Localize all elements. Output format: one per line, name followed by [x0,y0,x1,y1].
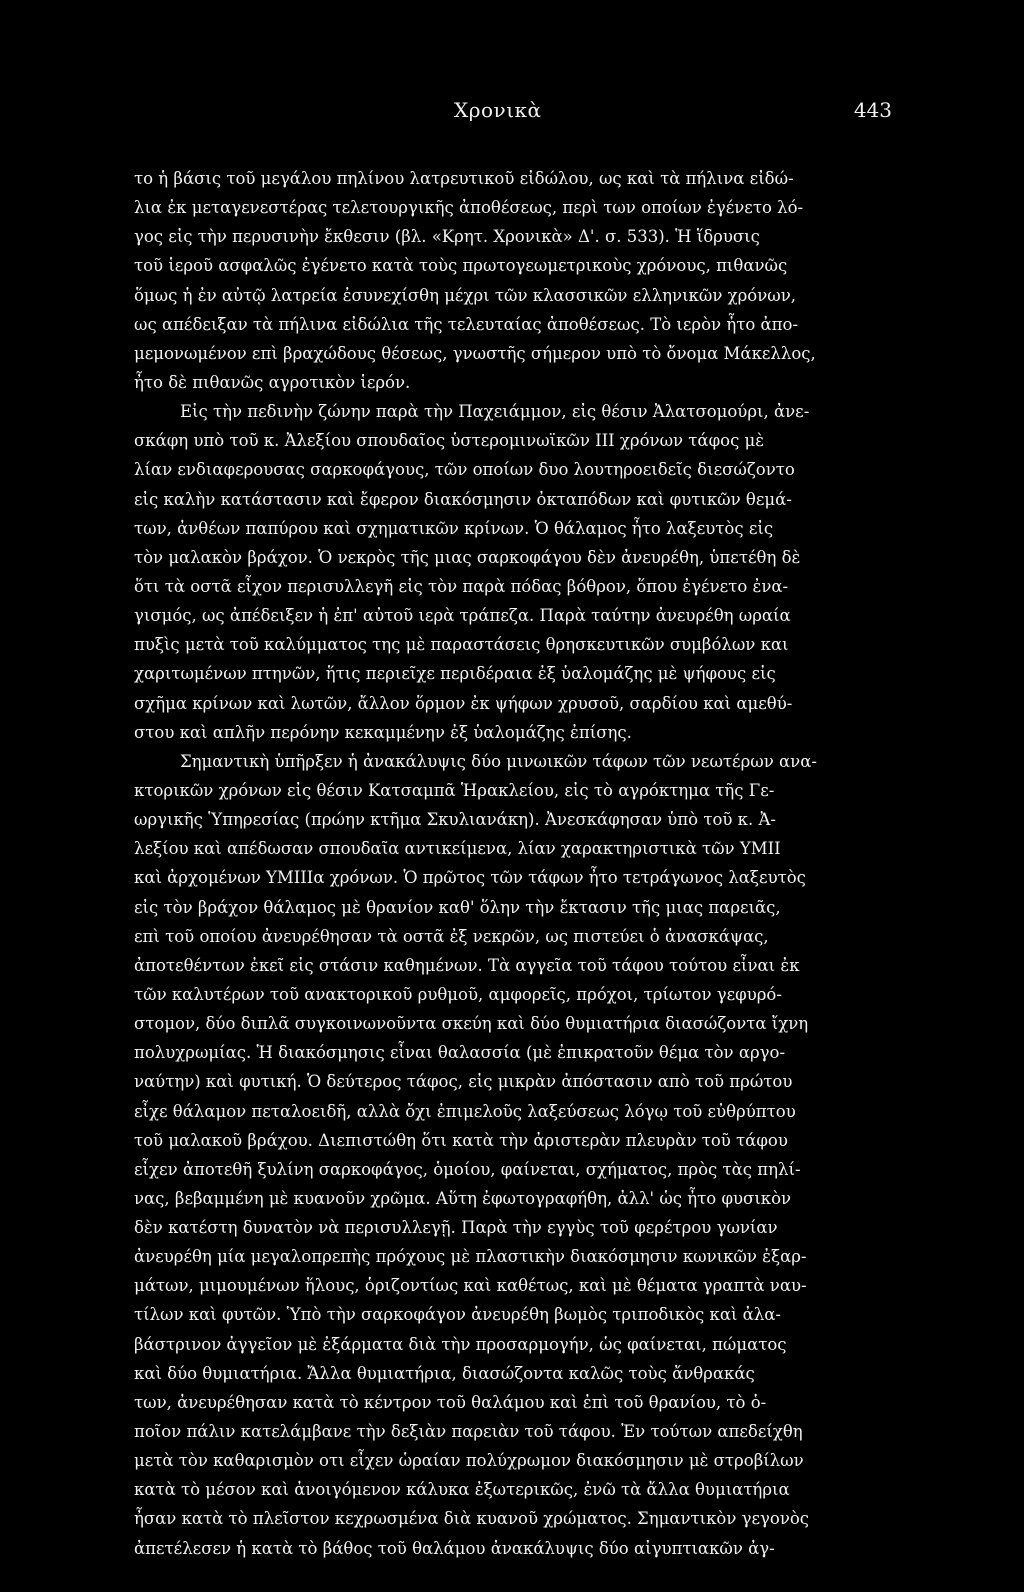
text-line: ως απέδειξαν τὰ πήλινα εἰδώλια τῆς τελευταίας ἀποθέσεως. Τὸ ιερὸν ἦτο ἀπο- [134,314,799,334]
text-line: σκάφη υπὸ τοῦ κ. Ἀλεξίου σπουδαῖος ὑστερομινωϊκῶν ΙΙΙ χρόνων τάφος μὲ [134,431,765,451]
text-line: ποῖον πάλιν κατελάμβανε τὴν δεξιὰν παρειὰν τοῦ τάφου. Ἐν τούτων απεδείχθη [134,1422,803,1442]
text-line: στου καὶ απλῆν περόνην κεκαμμένην ἐξ ὑαλομάζης ἐπίσης. [134,722,632,742]
text-line: ἀποτεθέντων ἐκεῖ εἰς στάσιν καθημένων. Τὰ αγγεῖα τοῦ τάφου τούτου εἶναι ἐκ [134,955,800,975]
paragraph-start-line: Σημαντικὴ ὑπῆρξεν ἡ ἀνακάλυψις δύο μινωικῶν τάφων τῶν νεωτέρων ανα- [180,751,817,771]
running-title: Χρονικὰ [454,98,542,122]
text-line: στομον, δύο διπλᾶ συγκοινωνοῦντα σκεύη καὶ δύο θυμιατήρια διασώζοντα ἴχνη [134,1014,809,1034]
text-line: μάτων, μιμουμένων ἥλους, ὁριζοντίως καὶ καθέτως, καὶ μὲ θέματα γραπτὰ ναυ- [134,1276,807,1296]
text-line [134,1563,894,1592]
text-line: πυξὶς μετὰ τοῦ καλύμματος της μὲ παραστάσεις θρησκευτικῶν συμβόλων και [134,635,789,655]
text-line: τοῦ μαλακοῦ βράχου. Διεπιστώθη ὅτι κατὰ τὴν ἀριστερὰν πλευρὰν τοῦ τάφου [134,1130,788,1150]
text-line: βάστρινον ἀγγεῖον μὲ ἐξάρματα διὰ τὴν προσαρμογήν, ὡς φαίνεται, πώματος [134,1334,787,1354]
text-line: μετὰ τὸν καθαρισμὸν οτι εἶχεν ὡραίαν πολύχρωμον διακόσμησιν μὲ στροβίλων [134,1451,804,1471]
text-line: καὶ δύο θυμιατήρια. Ἄλλα θυμιατήρια, διασώζοντα καλῶς τοὺς ἄνθρακάς [134,1363,755,1383]
text-line: τῶν καλυτέρων τοῦ ανακτορικοῦ ρυθμοῦ, αμφορεῖς, πρόχοι, τρίωτον γεφυρό- [134,984,782,1004]
text-line: σχῆμα κρίνων καὶ λωτῶν, ἄλλον ὅρμον ἐκ ψήφων χρυσοῦ, σαρδίου καὶ αμεθύ- [134,693,793,713]
text-line: ὅτι τὰ οστᾶ εἶχον περισυλλεγῆ εἰς τὸν παρὰ πόδας βόθρον, ὅπου ἐγένετο ἐνα- [134,576,789,596]
text-line: τὸν μαλακὸν βράχον. Ὁ νεκρὸς τῆς μιας σαρκοφάγου δὲν ἀνευρέθη, ὑπετέθη δὲ [134,547,801,567]
text-line: εἶχεν ἀποτεθῆ ξυλίνη σαρκοφάγος, ὁμοίου, φαίνεται, σχήματος, πρὸς τὰς πηλί- [134,1159,801,1179]
text-line: ὅμως ἡ ἐν αὐτῷ λατρεία ἐσυνεχίσθη μέχρι τῶν κλασσικῶν ελληνικῶν χρόνων, [134,285,796,305]
paragraph-start-line: Εἰς τὴν πεδινὴν ζώνην παρὰ τὴν Παχειάμμον, εἰς θέσιν Ἀλατσομούρι, ἀνε- [180,402,810,422]
page-number: 443 [853,98,892,122]
text-line: τοῦ ἱεροῦ ασφαλῶς ἐγένετο κατὰ τοὺς πρωτογεωμετρικοὺς χρόνους, πιθανῶς [134,256,788,276]
text-line: επὶ τοῦ οποίου ἀνευρέθησαν τὰ οστᾶ ἐξ νεκρῶν, ως πιστεύει ὁ ἀνασκάψας, [134,926,769,946]
text-line: ἀνευρέθη μία μεγαλοπρεπὴς πρόχους μὲ πλαστικὴν διακόσμησιν κωνικῶν ἐξαρ- [134,1247,807,1267]
text-line: των, ἀνευρέθησαν κατὰ τὸ κέντρον τοῦ θαλάμου καὶ ἐπὶ τοῦ θρανίου, τὸ ὁ- [134,1392,767,1412]
text-line: ἀπετέλεσεν ἡ κατὰ τὸ βάθος τοῦ θαλάμου ἀνακάλυψις δύο αἰγυπτιακῶν ἀγ- [134,1538,775,1558]
text-line: τίλων καὶ φυτῶν. Ὑπὸ τὴν σαρκοφάγον ἀνευρέθη βωμὸς τριποδικὸς καὶ ἀλα- [134,1305,782,1325]
text-line: δὲν κατέστη δυνατὸν νὰ περισυλλεγῇ. Παρὰ τὴν εγγὺς τοῦ φερέτρου γωνίαν [134,1218,778,1238]
text-line: μεμονωμένον επὶ βραχώδους θέσεως, γνωστῆς σήμερον υπὸ τὸ ὄνομα Μάκελλος, [134,343,816,363]
text-line: χαριτωμένων πτηνῶν, ἥτις περιεῖχε περιδέραια ἐξ ὑαλομάζης μὲ ψήφους εἰς [134,664,776,684]
text-line: εἰς τὸν βράχον θάλαμος μὲ θρανίον καθ' ὅλην τὴν ἔκτασιν τῆς μιας παρειᾶς, [134,897,781,917]
text-line: νας, βεβαμμένη μὲ κυανοῦν χρῶμα. Αὕτη ἐφωτογραφήθη, ἀλλ' ὡς ἦτο φυσικὸν [134,1188,792,1208]
text-line: ναύτην) καὶ φυτική. Ὁ δεύτερος τάφος, εἰς μικρὰν ἀπόστασιν απὸ τοῦ πρώτου [134,1072,793,1092]
text-line: εἰς καλὴν κατάστασιν καὶ ἔφερον διακόσμησιν ὀκταπόδων καὶ φυτικῶν θεμά- [134,489,792,509]
text-line: κτορικῶν χρόνων εἰς θέσιν Κατσαμπᾶ Ἡρακλείου, εἰς τὸ αγρόκτημα τῆς Γε- [134,780,775,800]
text-line: λεξίου καὶ απέδωσαν σπουδαῖα αντικείμενα, λίαν χαρακτηριστικὰ τῶν ΥΜΙΙ [134,839,781,859]
text-line: κατὰ τὸ μέσον καὶ ἀνοιγόμενον κάλυκα ἐξωτερικῶς, ἐνῶ τὰ ἄλλα θυμιατήρια [134,1480,790,1500]
text-line: ἦτο δὲ πιθανῶς αγροτικὸν ἱερόν. [134,372,411,392]
text-line: γος εἰς τὴν περυσινὴν ἔκθεσιν (βλ. «Κρητ. Χρονικὰ» Δ'. σ. 533). Ἡ ἵδρυσις [134,227,760,247]
text-line: λια ἐκ μεταγενεστέρας τελετουργικῆς ἀποθέσεως, περὶ των οποίων ἐγένετο λό- [134,198,804,218]
text-line: εἶχε θάλαμον πεταλοειδῆ, αλλὰ ὄχι ἐπιμελοῦς λαξεύσεως λόγῳ τοῦ εὐθρύπτου [134,1101,796,1121]
text-line: πολυχρωμίας. Ἡ διακόσμησις εἶναι θαλασσία (μὲ ἐπικρατοῦν θέμα τὸν αργο- [134,1043,786,1063]
text-line: γισμός, ως ἀπέδειξεν ἡ ἐπ' αὐτοῦ ιερὰ τράπεζα. Παρὰ ταύτην ἀνευρέθη ωραία [134,606,791,626]
text-line: καὶ ἀρχομένων ΥΜΙΙΙα χρόνων. Ὁ πρῶτος τῶν τάφων ἦτο τετράγωνος λαξευτὸς [134,868,806,888]
text-line: ἦσαν κατὰ τὸ πλεῖστον κεχρωσμένα διὰ κυανοῦ χρώματος. Σημαντικὸν γεγονὸς [134,1509,810,1529]
text-line: των, ἀνθέων παπύρου καὶ σχηματικῶν κρίνων. Ὁ θάλαμος ἦτο λαξευτὸς εἰς [134,518,774,538]
text-line: το ἡ βάσις τοῦ μεγάλου πηλίνου λατρευτικοῦ εἰδώλου, ως καὶ τὰ πήλινα εἰδώ- [134,169,794,188]
text-line: λίαν ενδιαφερουσας σαρκοφάγους, τῶν οποίων δυο λουτηροειδεῖς διεσώζοντο [134,460,795,480]
page-header [134,98,892,128]
text-line: ωργικῆς Ὑπηρεσίας (πρώην κτῆμα Σκυλιανάκη). Ἀνεσκάφησαν ὑπὸ τοῦ κ. Ἀ- [134,810,776,830]
body-text [134,164,894,1592]
